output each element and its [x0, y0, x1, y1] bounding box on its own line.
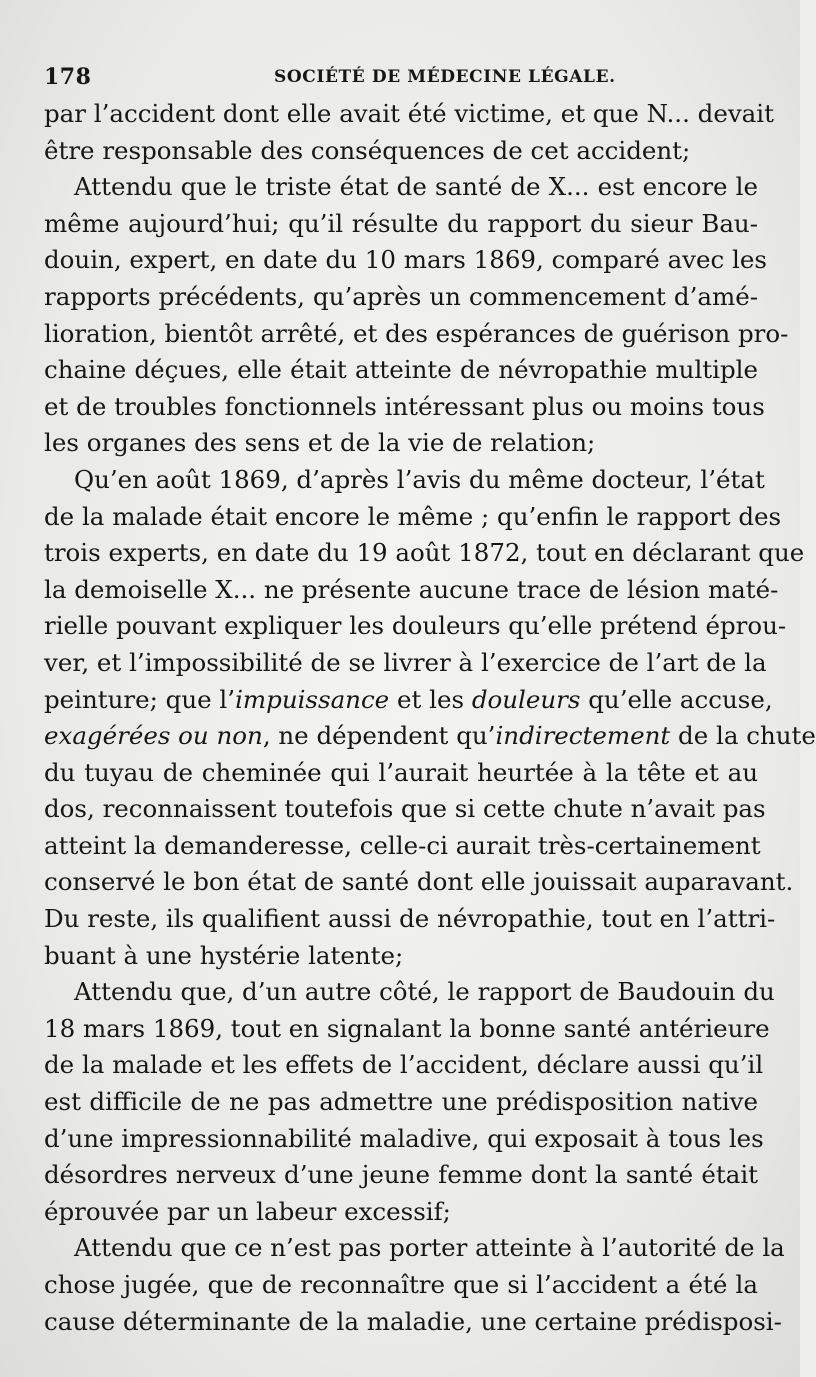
text-span: qu’elle accuse, [580, 684, 773, 714]
text-line: chaine déçues, elle était atteinte de névropathie multiple [44, 355, 758, 385]
italic-text: exagérées ou non [44, 721, 263, 751]
text-line: lioration, bientôt arrêté, et des espérances de guérison pro- [44, 318, 789, 348]
page-header [44, 64, 756, 94]
text-line [44, 718, 816, 755]
text-line: trois experts, en date du 19 août 1872, tout en déclarant que [44, 538, 805, 568]
text-line: éprouvée par un labeur excessif; [44, 1196, 451, 1226]
text-span: de la chute [670, 721, 816, 751]
text-line: Attendu que le triste état de santé de X... est encore le [74, 172, 758, 202]
text-line: Du reste, ils qualifient aussi de névropathie, tout en l’attri- [44, 904, 776, 934]
text-line: ver, et l’impossibilité de se livrer à l’exercice de l’art de la [44, 647, 767, 677]
text-span: et les [389, 684, 472, 714]
body-text [44, 96, 816, 1340]
text-line: conservé le bon état de santé dont elle jouissait auparavant. [44, 867, 794, 897]
text-line: cause déterminante de la maladie, une certaine prédisposi- [44, 1306, 782, 1336]
text-line: par l’accident dont elle avait été victime, et que N... devait [44, 99, 774, 128]
page-number: 178 [44, 64, 92, 90]
text-span: , ne dépendent qu’ [262, 721, 496, 751]
text-line: être responsable des conséquences de cet accident; [44, 135, 691, 165]
italic-text: indirectement [495, 721, 671, 751]
text-line: Attendu que ce n’est pas porter atteinte à l’autorité de la [74, 1233, 785, 1263]
text-span: peinture; que l’ [44, 684, 236, 714]
text-line: la demoiselle X... ne présente aucune trace de lésion maté- [44, 574, 779, 604]
text-line: même aujourd’hui; qu’il résulte du rapport du sieur Bau- [44, 208, 758, 238]
text-line: buant à une hystérie latente; [44, 940, 404, 970]
text-line: rapports précédents, qu’après un commencement d’amé- [44, 281, 758, 311]
text-line: atteint la demanderesse, celle-ci aurait très-certainement [44, 830, 761, 860]
text-line: de la malade était encore le même ; qu’enfin le rapport des [44, 501, 782, 531]
text-line: désordres nerveux d’une jeune femme dont la santé était [44, 1160, 758, 1190]
text-line: les organes des sens et de la vie de relation; [44, 428, 596, 458]
text-line: d’une impressionnabilité maladive, qui exposait à tous les [44, 1123, 764, 1153]
italic-text: impuissance [235, 684, 390, 714]
text-line: 18 mars 1869, tout en signalant la bonne santé antérieure [44, 1013, 770, 1043]
text-line: Attendu que, d’un autre côté, le rapport de Baudouin du [74, 977, 775, 1007]
text-line: est difficile de ne pas admettre une prédisposition native [44, 1087, 758, 1117]
text-line: et de troubles fonctionnels intéressant plus ou moins tous [44, 391, 765, 421]
text-line: Qu’en août 1869, d’après l’avis du même docteur, l’état [74, 464, 765, 494]
text-line [44, 682, 773, 719]
text-line: rielle pouvant expliquer les douleurs qu’elle prétend éprou- [44, 611, 787, 641]
text-line: dos, reconnaissent toutefois que si cette chute n’avait pas [44, 794, 766, 824]
italic-text: douleurs [471, 684, 581, 714]
text-line: douin, expert, en date du 10 mars 1869, comparé avec les [44, 245, 767, 275]
text-line: de la malade et les effets de l’accident, déclare aussi qu’il [44, 1050, 764, 1080]
running-head: SOCIÉTÉ DE MÉDECINE LÉGALE. [274, 67, 616, 87]
text-line: chose jugée, que de reconnaître que si l’accident a été la [44, 1270, 758, 1299]
text-line: du tuyau de cheminée qui l’aurait heurtée à la tête et au [44, 757, 758, 787]
